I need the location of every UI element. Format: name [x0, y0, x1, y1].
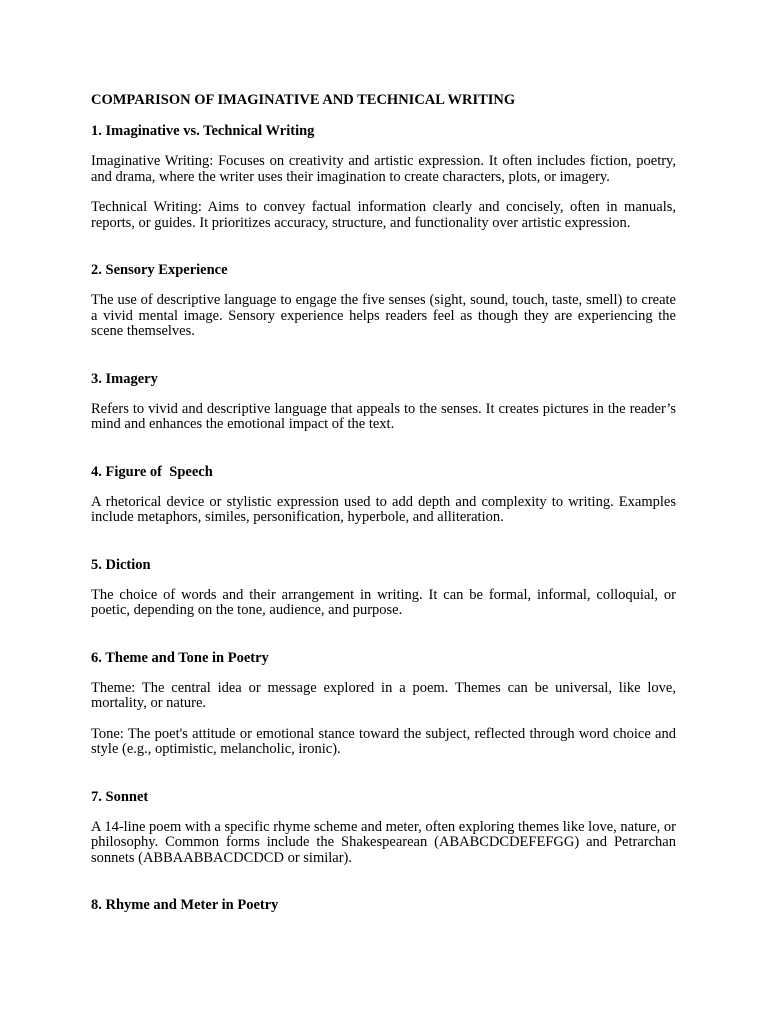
section-heading: 4. Figure of Speech: [91, 463, 213, 480]
section-sonnet: [91, 789, 676, 867]
document-title: COMPARISON OF IMAGINATIVE AND TECHNICAL WRITING: [91, 92, 516, 108]
section-heading: 8. Rhyme and Meter in Poetry: [91, 897, 279, 913]
paragraph: A 14-line poem with a specific rhyme scheme and meter, often exploring themes like love, nature, or philosophy. Common forms include the Shakespearean (ABABCDCDEFEFGG) and Petrarchan sonnets (ABBAABBACDCDCD or similar).: [91, 818, 676, 866]
paragraph: Theme: The central idea or message explored in a poem. Themes can be universal, like love, mortality, or nature.: [91, 679, 676, 711]
section-heading: 1. Imaginative vs. Technical Writing: [91, 123, 315, 139]
section-heading: 6. Theme and Tone in Poetry: [91, 649, 269, 666]
paragraph: A rhetorical device or stylistic expression used to add depth and complexity to writing. Examples include metaphors, similes, personification, hyperbole, and alliteration.: [91, 493, 676, 525]
section-diction: [91, 557, 676, 619]
section-heading: 2. Sensory Experience: [91, 262, 228, 278]
section-theme-and-tone: [91, 650, 676, 758]
section-figure-of-speech: [91, 464, 676, 526]
paragraph: Technical Writing: Aims to convey factual information clearly and concisely, often in manuals, reports, or guides. It prioritizes accuracy, structure, and functionality over artistic expression.: [91, 199, 676, 231]
section-heading: 3. Imagery: [91, 370, 158, 387]
section-spacer: [91, 773, 676, 789]
paragraph: The use of descriptive language to engage the five senses (sight, sound, touch, taste, smell) to create a vivid mental image. Sensory experience helps readers feel as though they are experiencing the scene themselves.: [91, 292, 676, 339]
paragraph: Tone: The poet's attitude or emotional stance toward the subject, reflected through word choice and style (e.g., optimistic, melancholic, ironic).: [91, 725, 676, 757]
paragraph: The choice of words and their arrangement in writing. It can be formal, informal, colloquial, or poetic, depending on the tone, audience, and purpose.: [91, 586, 676, 618]
section-spacer: [91, 246, 676, 262]
section-imagery: [91, 371, 676, 433]
section-spacer: [91, 634, 676, 650]
section-sensory-experience: [91, 262, 676, 340]
section-spacer: [91, 881, 676, 897]
paragraph: Refers to vivid and descriptive language that appeals to the senses. It creates pictures in the reader’s mind and enhances the emotional impact of the text.: [91, 400, 676, 432]
section-heading: 7. Sonnet: [91, 788, 149, 805]
section-rhyme-and-meter: [91, 897, 676, 914]
document-page: [91, 92, 676, 928]
section-heading: 5. Diction: [91, 556, 151, 573]
section-spacer: [91, 355, 676, 371]
section-spacer: [91, 541, 676, 557]
section-imaginative-vs-technical: [91, 123, 676, 231]
paragraph: Imaginative Writing: Focuses on creativity and artistic expression. It often includes fiction, poetry, and drama, where the writer uses their imagination to create characters, plots, or imagery.: [91, 153, 676, 185]
section-spacer: [91, 448, 676, 464]
